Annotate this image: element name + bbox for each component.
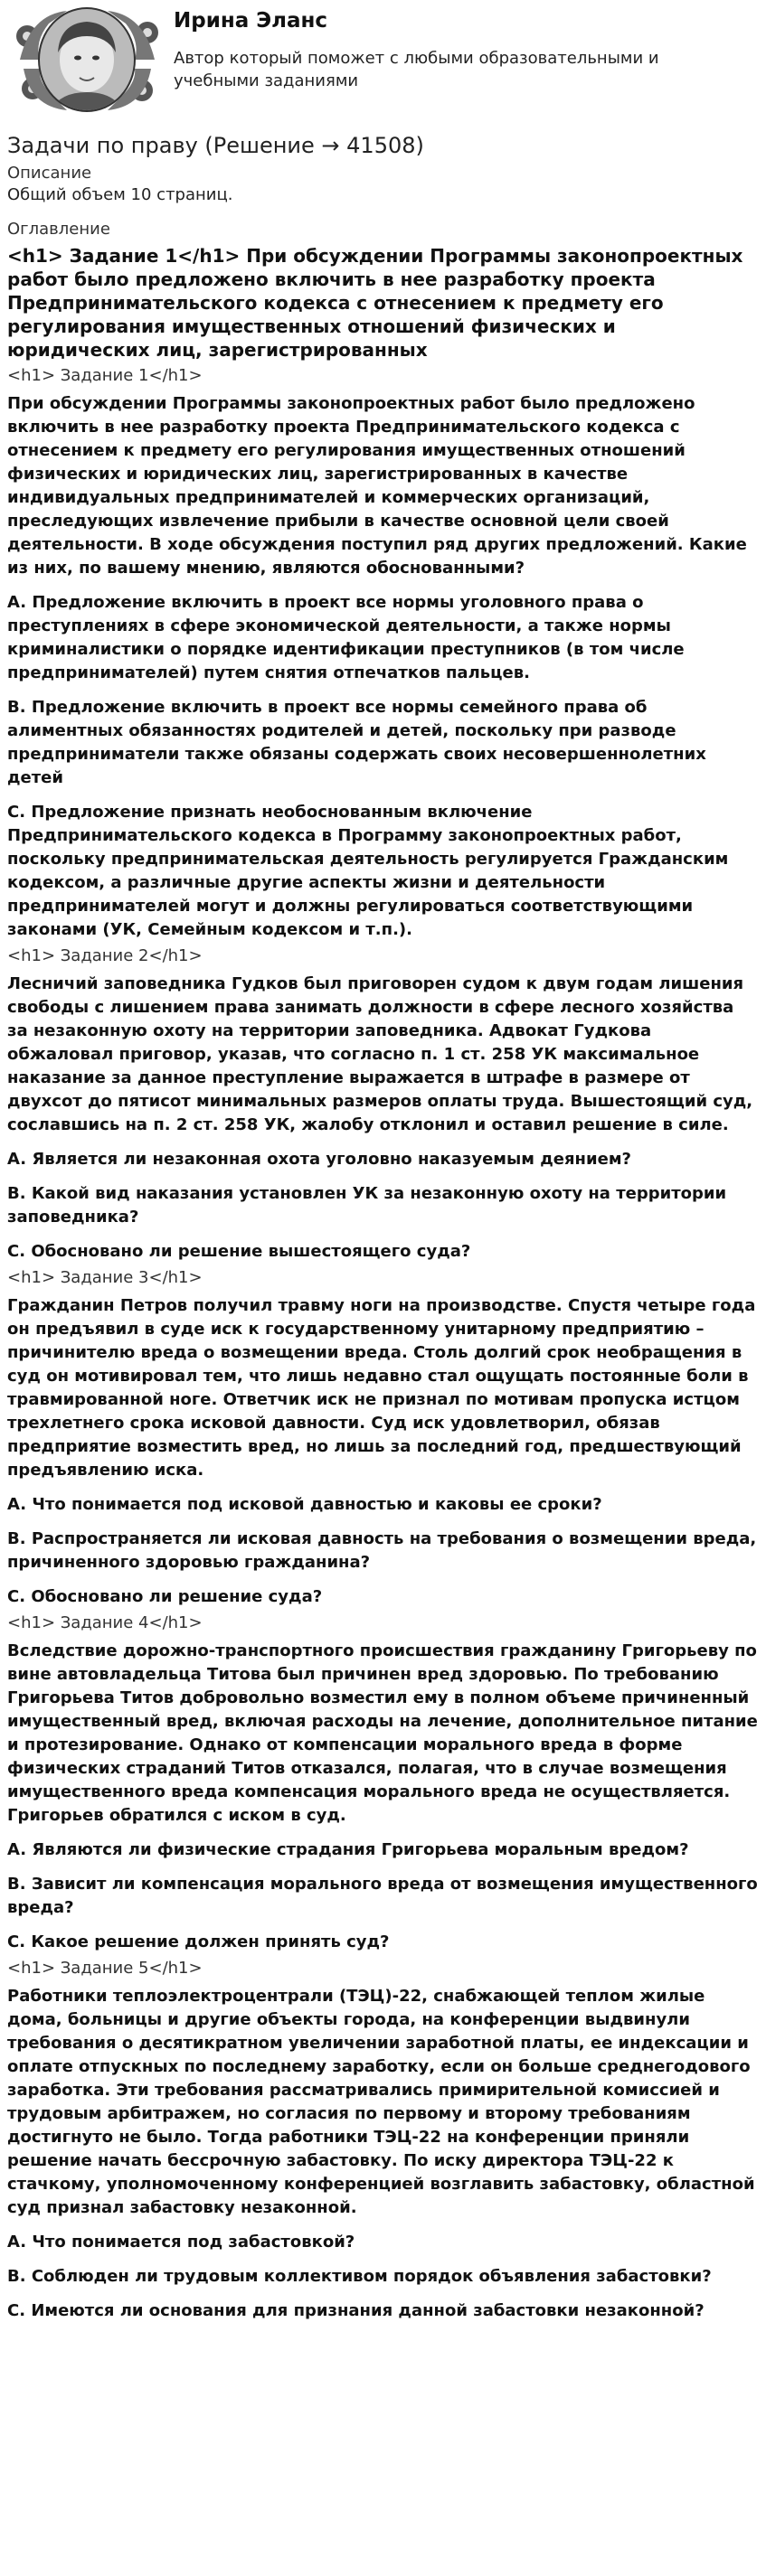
task-question: C. Обосновано ли решение вышестоящего суда? [7, 1242, 471, 1261]
description-text: Общий объем 10 страниц. [7, 185, 233, 204]
task-question: C. Обосновано ли решение суда? [7, 1587, 323, 1606]
task-question: A. Являются ли физические страдания Григорьева моральным вредом? [7, 1840, 689, 1859]
task-question: A. Предложение включить в проект все нормы уголовного права о преступлениях в сфере экономической деятельности, а также нормы криминалистики о порядке идентификации преступников (в том числе предпринимателей) путем снятия отпечатков пальцев. [7, 593, 685, 682]
task-label: <h1> Задание 3</h1> [7, 1268, 203, 1287]
toc-label: Оглавление [7, 220, 110, 239]
task-text: Гражданин Петров получил травму ноги на производстве. Спустя четыре года он предъявил в суде иск к государственному унитарному предприятию – причинителю вреда о возмещении вреда. Столь долгий срок необращения в суд он мотивировал тем, что лишь недавно стал ощущать постоянные боли в травмированной ноге. Ответчик иск не признал по мотивам пропуска истцом трехлетнего срока исковой давности. Суд иск удовлетворил, обязав предприятие возместить вред, но лишь за последний год, предшествующий предъявлению иска. [7, 1296, 756, 1480]
task-label: <h1> Задание 4</h1> [7, 1613, 203, 1632]
task-2 [7, 945, 759, 1264]
task-question: B. Соблюден ли трудовым коллективом порядок объявления забастовки? [7, 2267, 712, 2286]
task-question: B. Распространяется ли исковая давность на требования о возмещении вреда, причиненного здоровью гражданина? [7, 1529, 757, 1572]
task-label: <h1> Задание 5</h1> [7, 1959, 203, 1978]
task-label: <h1> Задание 2</h1> [7, 946, 203, 965]
task-label: <h1> Задание 1</h1> [7, 366, 203, 385]
task-question: B. Зависит ли компенсация морального вреда от возмещения имущественного вреда? [7, 1875, 758, 1917]
author-header [7, 0, 759, 116]
task-question: A. Что понимается под забастовкой? [7, 2233, 355, 2252]
task-3 [7, 1267, 759, 1609]
author-avatar [13, 5, 162, 114]
task-question: C. Какое решение должен принять суд? [7, 1932, 390, 1951]
author-name[interactable]: Ирина Эланс [174, 9, 328, 33]
task-5 [7, 1958, 759, 2323]
task-question: C. Предложение признать необоснованным включение Предпринимательского кодекса в Программу законопроектных работ, поскольку предпринимательская деятельность регулируется Гражданским кодексом, а различные другие аспекты жизни и деятельности предпринимателей могут и должны регулироваться соответствующими законами (УК, Семейным кодексом и т.п.). [7, 803, 729, 939]
document-title: Задачи по праву (Решение → 41508) [7, 133, 424, 158]
task-text: При обсуждении Программы законопроектных работ было предложено включить в нее разработку проекта Предпринимательского кодекса с отнесением к предмету его регулирования имущественных отношений физических и юридических лиц, зарегистрированных в качестве индивидуальных предпринимателей и коммерческих организаций, преследующих извлечение прибыли в качестве основной цели своей деятельности. В ходе обсуждения поступил ряд других предложений. Какие из них, по вашему мнению, являются обоснованными? [7, 394, 747, 578]
task-text: Лесничий заповедника Гудков был приговорен судом к двум годам лишения свободы с лишением права занимать должности в сфере лесного хозяйства за незаконную охоту на территории заповедника. Адвокат Гудкова обжаловал приговор, указав, что согласно п. 1 ст. 258 УК максимальное наказание за данное преступление выражается в штрафе в размере от двухсот до пятисот минимальных размеров оплаты труда. Вышестоящий суд, сославшись на п. 2 ст. 258 УК, жалобу отклонил и оставил решение в силе. [7, 974, 753, 1134]
author-description: Автор который поможет с любыми образовательными и учебными заданиями [174, 49, 659, 90]
task-question: B. Какой вид наказания установлен УК за незаконную охоту на территории заповедника? [7, 1184, 727, 1227]
task-1 [7, 365, 759, 942]
task-text: Работники теплоэлектроцентрали (ТЭЦ)-22, снабжающей теплом жилые дома, больницы и другие объекты города, на конференции выдвинули требования о десятикратном увеличении заработной платы, ее индексации и оплате отпускных по последнему заработку, если он больше среднегодового заработка. Эти требования рассматривались примирительной комиссией и трудовым арбитражем, но согласия по первому и второму требованиям достигнуто не было. Тогда работники ТЭЦ-22 на конференции приняли решение начать бессрочную забастовку. По иску директора ТЭЦ-22 к стачкому, уполномоченному конференцией возглавить забастовку, областной суд признал забастовку незаконной. [7, 1987, 755, 2217]
task-question: C. Имеются ли основания для признания данной забастовки незаконной? [7, 2301, 705, 2320]
task-text: Вследствие дорожно-транспортного происшествия гражданину Григорьеву по вине автовладельца Титова был причинен вред здоровью. По требованию Григорьева Титов добровольно возместил ему в полном объеме причиненный имущественный вред, включая расходы на лечение, дополнительное питание и протезирование. Однако от компенсации морального вреда в форме физических страданий Титов отказался, полагая, что в случае возмещения имущественного вреда компенсация морального вреда не осуществляется. Григорьев обратился с иском в суд. [7, 1641, 758, 1825]
description-label: Описание [7, 164, 92, 183]
task-question: B. Предложение включить в проект все нормы семейного права об алиментных обязанностях родителей и детей, поскольку при разводе предприниматели также обязаны содержать своих несовершеннолетних детей [7, 698, 706, 787]
toc-heading: <h1> Задание 1</h1> При обсуждении Программы законопроектных работ было предложено включить в нее разработку проекта Предпринимательского кодекса с отнесением к предмету его регулирования имущественных отношений физических и юридических лиц, зарегистрированных [7, 245, 743, 361]
task-question: A. Что понимается под исковой давностью и каковы ее сроки? [7, 1495, 602, 1514]
task-question: A. Является ли незаконная охота уголовно наказуемым деянием? [7, 1150, 631, 1169]
task-4 [7, 1612, 759, 1954]
